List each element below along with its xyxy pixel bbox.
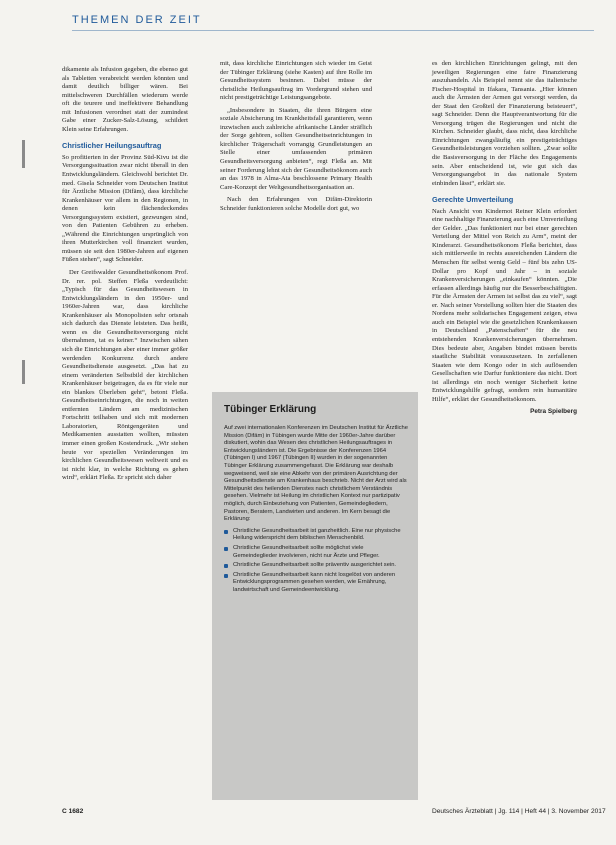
box-bullet-item bbox=[224, 562, 408, 570]
square-bullet-icon bbox=[224, 564, 228, 568]
column-1 bbox=[62, 66, 188, 487]
box-bullet-item bbox=[224, 528, 408, 543]
header-rule bbox=[72, 30, 594, 31]
section-header: THEMEN DER ZEIT bbox=[72, 14, 202, 26]
box-title: Tübinger Erklärung bbox=[224, 404, 317, 415]
subhead-gerechte-umverteilung: Gerechte Umverteilung bbox=[432, 195, 514, 205]
subhead-christlicher-heilungsauftrag: Christlicher Heilungsauftrag bbox=[62, 141, 162, 151]
box-intro: Auf zwei internationalen Konferenzen im Deutschen Institut für Ärztliche Mission (Difäm) in Tübingen wurde Mitte der 1960er-Jahre darüber diskutiert, wohin das Wesen des christlichen Heilungsauftrages in Entwicklungsländern ist. Die Ergebnisse der Konferenzen 1964 (Tübingen I) und 1967 (Tübingen II) wurden in der sogenannten Tübinger Erklärung zusammengefasst. Die Erklärung war deshalb wegweisend, weil sie eine Abkehr von der primären Ausrichtung der Gesundheitsdienste am Krankenhaus beschrieb. Nicht der Arzt wird als Mittelpunkt des heilenden Dienstes nach christlichem Verständnis gesehen. Vielmehr ist Heilung im christlichen Kontext nur partizipativ möglich, durch Einbeziehung von Patienten, Gemeindegliedern, Pastoren, Beratern, Landwirten und anderen. Im Kern besagt die Erklärung: bbox=[224, 425, 408, 523]
paragraph: So profitierten in der Provinz Süd-Kivu ist die Versorgungssituation zwar nicht überall in den Entwicklungsländern. Gleichwohl berichtet Dr. med. Gisela Schneider vom Deutschen Institut für Ärztliche Mission (Difäm), dass kirchliche Krankenhäuser vor allem in den Regionen, in denen kein flächendeckendes Versorgungssystem existiert, gezwungen sind, von den Patienten Gebühren zu erheben. „Während die Einrichtungen ursprünglich von ihren Mutterkirchen voll finanziert wurden, müssen sie seit den 1980er-Jahren auf eigenen Füßen stehen“, sagt Schneider. bbox=[62, 153, 188, 264]
margin-mark bbox=[22, 360, 25, 384]
square-bullet-icon bbox=[224, 574, 228, 578]
box-bullet-list bbox=[224, 528, 408, 595]
box-bullet-text: Christliche Gesundheitsarbeit kann nicht losgelöst von anderen Entwicklungsprogrammen gesehen werden, wie Ernährung, landwirtschaft und Gemeindeentwicklung. bbox=[233, 571, 396, 593]
paragraph: Der Greifswalder Gesundheitsökonom Prof. Dr. rer. pol. Steffen Fleßa verdeutlicht: „Typisch für das Gesundheitswesen in Entwicklungsländern in den 1950er- und 1960er-Jahren war, dass kirchliche Krankenhäuser als Monopolisten sehr ortsnah sich dadurch das Dienste leisteten. Das heißt, wenn es die Gesundheitsversorgung nicht übernahmen, tat es keiner.“ Inzwischen sähen sich die Einrichtungen aber einer immer größer werdenden Konkurrenz durch andere Gesundheitsdienste ausgesetzt. „Das hat zu einem veränderten Selbstbild der kirchlichen Krankenhäuser beigetragen, da es für viele nur ein blankes Überleben geht“, betont Fleßa. Gesundheitseinrichtungen, die noch in weiten entfernten Ländern am medizinischen Fortschritt teilhaben und sich mit modernen Laboratorien, Röntgengeräten und Medikamenten ausstatten wollten, müssten immer einen großen Kostendruck. „Wir stehen heute vor speziellen Veränderungen im kirchlichen Gesundheitswesen weltweit und es ist nicht klar, in welche Richtung es gehen wird“, erklärt Fleßa. Er spricht sich daher bbox=[62, 269, 188, 482]
margin-mark bbox=[22, 140, 25, 168]
paragraph: dikamente als Infusion gegeben, die ebenso gut als Tabletten verabreicht werden könnten und damit deutlich billiger wären. Bei mittelschweren Durchfällen wiederum werde oft die teurere und ineffektivere Behandlung mit Infusionen verordnet statt der zumindest Gabe einer Zucker-Salz-Lösung, schildert Klein seine Erfahrungen. bbox=[62, 66, 188, 133]
square-bullet-icon bbox=[224, 530, 228, 534]
paragraph: es den kirchlichen Einrichtungen gelingt, mit den jeweiligen Regierungen eine faire Finanzierung auszuhandeln. Als Beispiel nennt sie das italienische Fischer-Hospital in Ifakara, Tansania. „Hier können auch die Ärmsten der Armen gut versorgt werden, da der Staat den Großteil der Finanzierung beisteuert“, sagt Schneider. Denn die Hauptverantwortung für die Versorgung trügen die Regierungen und nicht die Kirchen. Schneider glaubt, dass nicht, dass kirchliche Einrichtungen zwangsläufig ein prestigeträchtiges Gesundheitsleistungen vorziehen sollten. „Zwar sollte die Basisversorgung in der Fläche des Engagements sein. Aber entscheidend ist, wie gut sich das Versorgungsangebot in das nationale System einbinden lässt“, erklärt sie. bbox=[432, 60, 577, 187]
box-bullet-text: Christliche Gesundheitsarbeit ist ganzheitlich. Eine nur physische Heilung widerspricht dem biblischen Menschenbild. bbox=[233, 527, 401, 542]
journal-citation: Deutsches Ärzteblatt | Jg. 114 | Heft 44 | 3. November 2017 bbox=[432, 808, 606, 815]
author-credit: Petra Spielberg bbox=[530, 408, 577, 416]
paragraph: Nach Ansicht von Kindernot Reiner Klein erfordert eine nachhaltige Finanzierung auch eine Umverteilung der Gelder. „Das funktioniert nur bei einer gerechten Verteilung der Mittel von Reich zu Arm“, meint der Kinderarzt. Gesundheitsökonom Fleßa berichtet, dass sich mittlerweile in rechts ausreichenden Ländern die Menschen für selbst wenig Geld – fünf bis zehn US-Dollar pro Kopf und Jahr – in soziale Krankenversicherungen „einkaufen“ könnten. „Die erfassen allerdings häufig nur die Besserbeschäftigten. Für die Ärmsten der Armen ist selbst das zu viel“, sagt er. Nach seiner Vorstellung sollten hier die Staaten des Nordens mehr solidarisches Engagement zeigen, etwa auch ein Beispiel wie die gesetzlichen Krankenkassen in Deutschland „Patenschaften“ für die neu entstehenden Krankenversicherungen übernehmen. Dies bedeute aber, Angaben bindet müssen bereits staatliche Stabilität vorauszusetzen. In zerfallenen Staaten wie dem Kongo oder in sich auflösenden Gesellschaften wie Darfur funktioniere das nicht. Dort ist allerdings ein noch weniger Sicherheit keine Entwicklungshilfe gefragt, sondern rein humanitäre Hilfe“, erklärt der Gesundheitsökonom. bbox=[432, 207, 577, 403]
box-bullet-text: Christliche Gesundheitsarbeit sollte möglichst viele Gemeindeglieder involvieren, nicht nur Ärzte und Pfleger. bbox=[233, 544, 380, 559]
box-bullet-item bbox=[224, 545, 408, 560]
paragraph: mit, dass kirchliche Einrichtungen sich wieder im Geist der Tübinger Erklärung (siehe Kasten) auf ihre Rolle im Gesundheitssystem besinnen. Dabei müsse der christliche Heilungsauftrag im Vordergrund stehen und nicht prestigeträchtige Leistungsangebote. bbox=[220, 60, 372, 102]
paragraph: Nach den Erfahrungen von Difäm-Direktorin Schneider funktionieren solche Modelle dort gut, wo bbox=[220, 196, 372, 212]
column-2 bbox=[220, 60, 372, 217]
info-box-tuebinger-erklaerung bbox=[212, 392, 418, 800]
paragraph: „Insbesondere in Staaten, die ihren Bürgern eine soziale Absicherung im Krankheitsfall garantieren, wenn inzwischen auch zahlreiche afrikanische Länder sträflich der Sorge gehören, sollten Gesundheitseinrichtungen in kirchlicher Trägerschaft vorrangig Grundleistungen an Stelle einer umfassenden primären Gesundheitsversorgung anbieten“, regt Fleßa an. Mit seiner Forderung lehnt sich der Gesundheitsökonom auch an das 1978 in Alma-Ata beschlossene Primary Health Care-Konzept der Weltgesundheitsorganisation an. bbox=[220, 106, 372, 191]
page-number: C 1682 bbox=[62, 808, 84, 815]
square-bullet-icon bbox=[224, 547, 228, 551]
column-3 bbox=[432, 60, 577, 417]
box-bullet-text: Christliche Gesundheitsarbeit sollte präventiv ausgerichtet sein. bbox=[233, 562, 397, 569]
box-bullet-item bbox=[224, 572, 408, 595]
